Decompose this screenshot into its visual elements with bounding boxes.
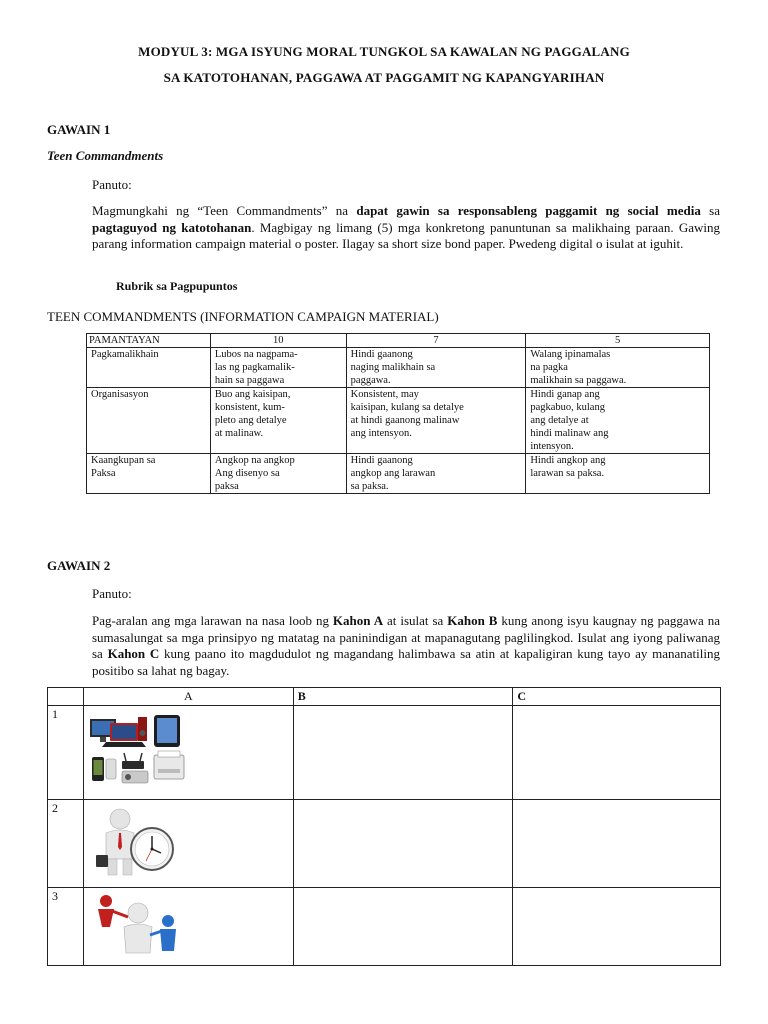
answer-row	[48, 706, 721, 800]
rubric-cell: Konsistent, may kaisipan, kulang sa detalye at hindi gaanong malinaw ang intensyon.	[346, 388, 526, 454]
gawain2-instructions: Pag-aralan ang mga larawan na nasa loob ng Kahon A at isulat sa Kahon B kung anong isyu kaugnay ng paggawa na sumasalungat sa mga prinsipyo ng matatag na paninindigan at mapanagutang paglilingkod. Isulat ang iyong paliwanag sa Kahon C kung paano ito magdudulot ng magandang halimbawa sa atin at kapaligiran kung tayo ay mananatiling positibo sa lahat ng bagay.	[92, 613, 720, 678]
rubric-table	[86, 333, 710, 494]
row-number: 3	[48, 888, 84, 966]
rubric-cell: Hindi ganap ang pagkabuo, kulang ang detalye at hindi malinaw ang intensyon.	[526, 388, 710, 454]
kahon-b-cell[interactable]	[293, 888, 513, 966]
gawain1-panuto: Panuto:	[92, 177, 132, 192]
rubric-header-criteria: PAMANTAYAN	[87, 334, 211, 348]
electronic-devices-icon	[88, 709, 188, 787]
row-number: 1	[48, 706, 84, 800]
person-with-clock-icon	[88, 803, 188, 879]
rubric-header-5: 5	[526, 334, 710, 348]
rubric-cell: Buo ang kaisipan, konsistent, kum- pleto ang detalye at malinaw.	[210, 388, 346, 454]
rubric-title: Rubrik sa Pagpupuntos	[116, 279, 238, 293]
rubric-header-row	[87, 334, 710, 348]
rubric-cell: Organisasyon	[87, 388, 211, 454]
answer-row	[48, 888, 721, 966]
kahon-a-cell	[83, 888, 293, 966]
rubric-cell: Hindi gaanong angkop ang larawan sa paksa.	[346, 454, 526, 494]
rubric-cell: Hindi gaanong naging malikhain sa paggawa.	[346, 348, 526, 388]
answer-header-row	[48, 688, 721, 706]
rubric-cell: Angkop na angkop Ang disenyo sa paksa	[210, 454, 346, 494]
kahon-c-cell[interactable]	[513, 888, 721, 966]
rubric-row	[87, 388, 710, 454]
kahon-c-cell[interactable]	[513, 706, 721, 800]
answer-header-a: A	[83, 688, 293, 706]
rubric-cell: Pagkamalikhain	[87, 348, 211, 388]
rubric-row	[87, 454, 710, 494]
rubric-row	[87, 348, 710, 388]
kahon-a-cell	[83, 800, 293, 888]
rubric-cell: Kaangkupan sa Paksa	[87, 454, 211, 494]
kahon-b-cell[interactable]	[293, 800, 513, 888]
rubric-cell: Lubos na nagpama- las ng pagkamalik- hain sa paggawa	[210, 348, 346, 388]
answer-header-b: B	[293, 688, 513, 706]
gawain1-instructions: Magmungkahi ng “Teen Commandments” na dapat gawin sa responsableng paggamit ng social media sa pagtaguyod ng katotohanan. Magbigay ng limang (5) mga konkretong panuntunan sa malikhaing paraan. Gawing parang information campaign material o poster. Ilagay sa short size bond paper. Pwedeng digital o isulat at iguhit.	[92, 203, 720, 251]
kahon-a-cell	[83, 706, 293, 800]
rubric-cell: Walang ipinamalas na pagka malikhain sa paggawa.	[526, 348, 710, 388]
rubric-header-7: 7	[346, 334, 526, 348]
kahon-b-cell[interactable]	[293, 706, 513, 800]
kahon-c-cell[interactable]	[513, 800, 721, 888]
rubric-cell: Hindi angkop ang larawan sa paksa.	[526, 454, 710, 494]
gawain1-subtitle: Teen Commandments	[47, 148, 164, 163]
gawain2-panuto: Panuto:	[92, 586, 132, 601]
gawain2-heading: GAWAIN 2	[47, 558, 111, 573]
row-number: 2	[48, 800, 84, 888]
rubric-header-10: 10	[210, 334, 346, 348]
rubric-caption: TEEN COMMANDMENTS (INFORMATION CAMPAIGN MATERIAL)	[47, 309, 439, 324]
module-title-line1: MODYUL 3: MGA ISYUNG MORAL TUNGKOL SA KAWALAN NG PAGGALANG	[138, 44, 630, 59]
people-tug-of-war-icon	[88, 891, 188, 955]
answer-header-c: C	[513, 688, 721, 706]
answer-row	[48, 800, 721, 888]
answer-header-number	[48, 688, 84, 706]
gawain1-heading: GAWAIN 1	[47, 122, 111, 137]
module-title-line2: SA KATOTOHANAN, PAGGAWA AT PAGGAMIT NG KAPANGYARIHAN	[163, 70, 605, 85]
answer-table	[47, 687, 721, 966]
